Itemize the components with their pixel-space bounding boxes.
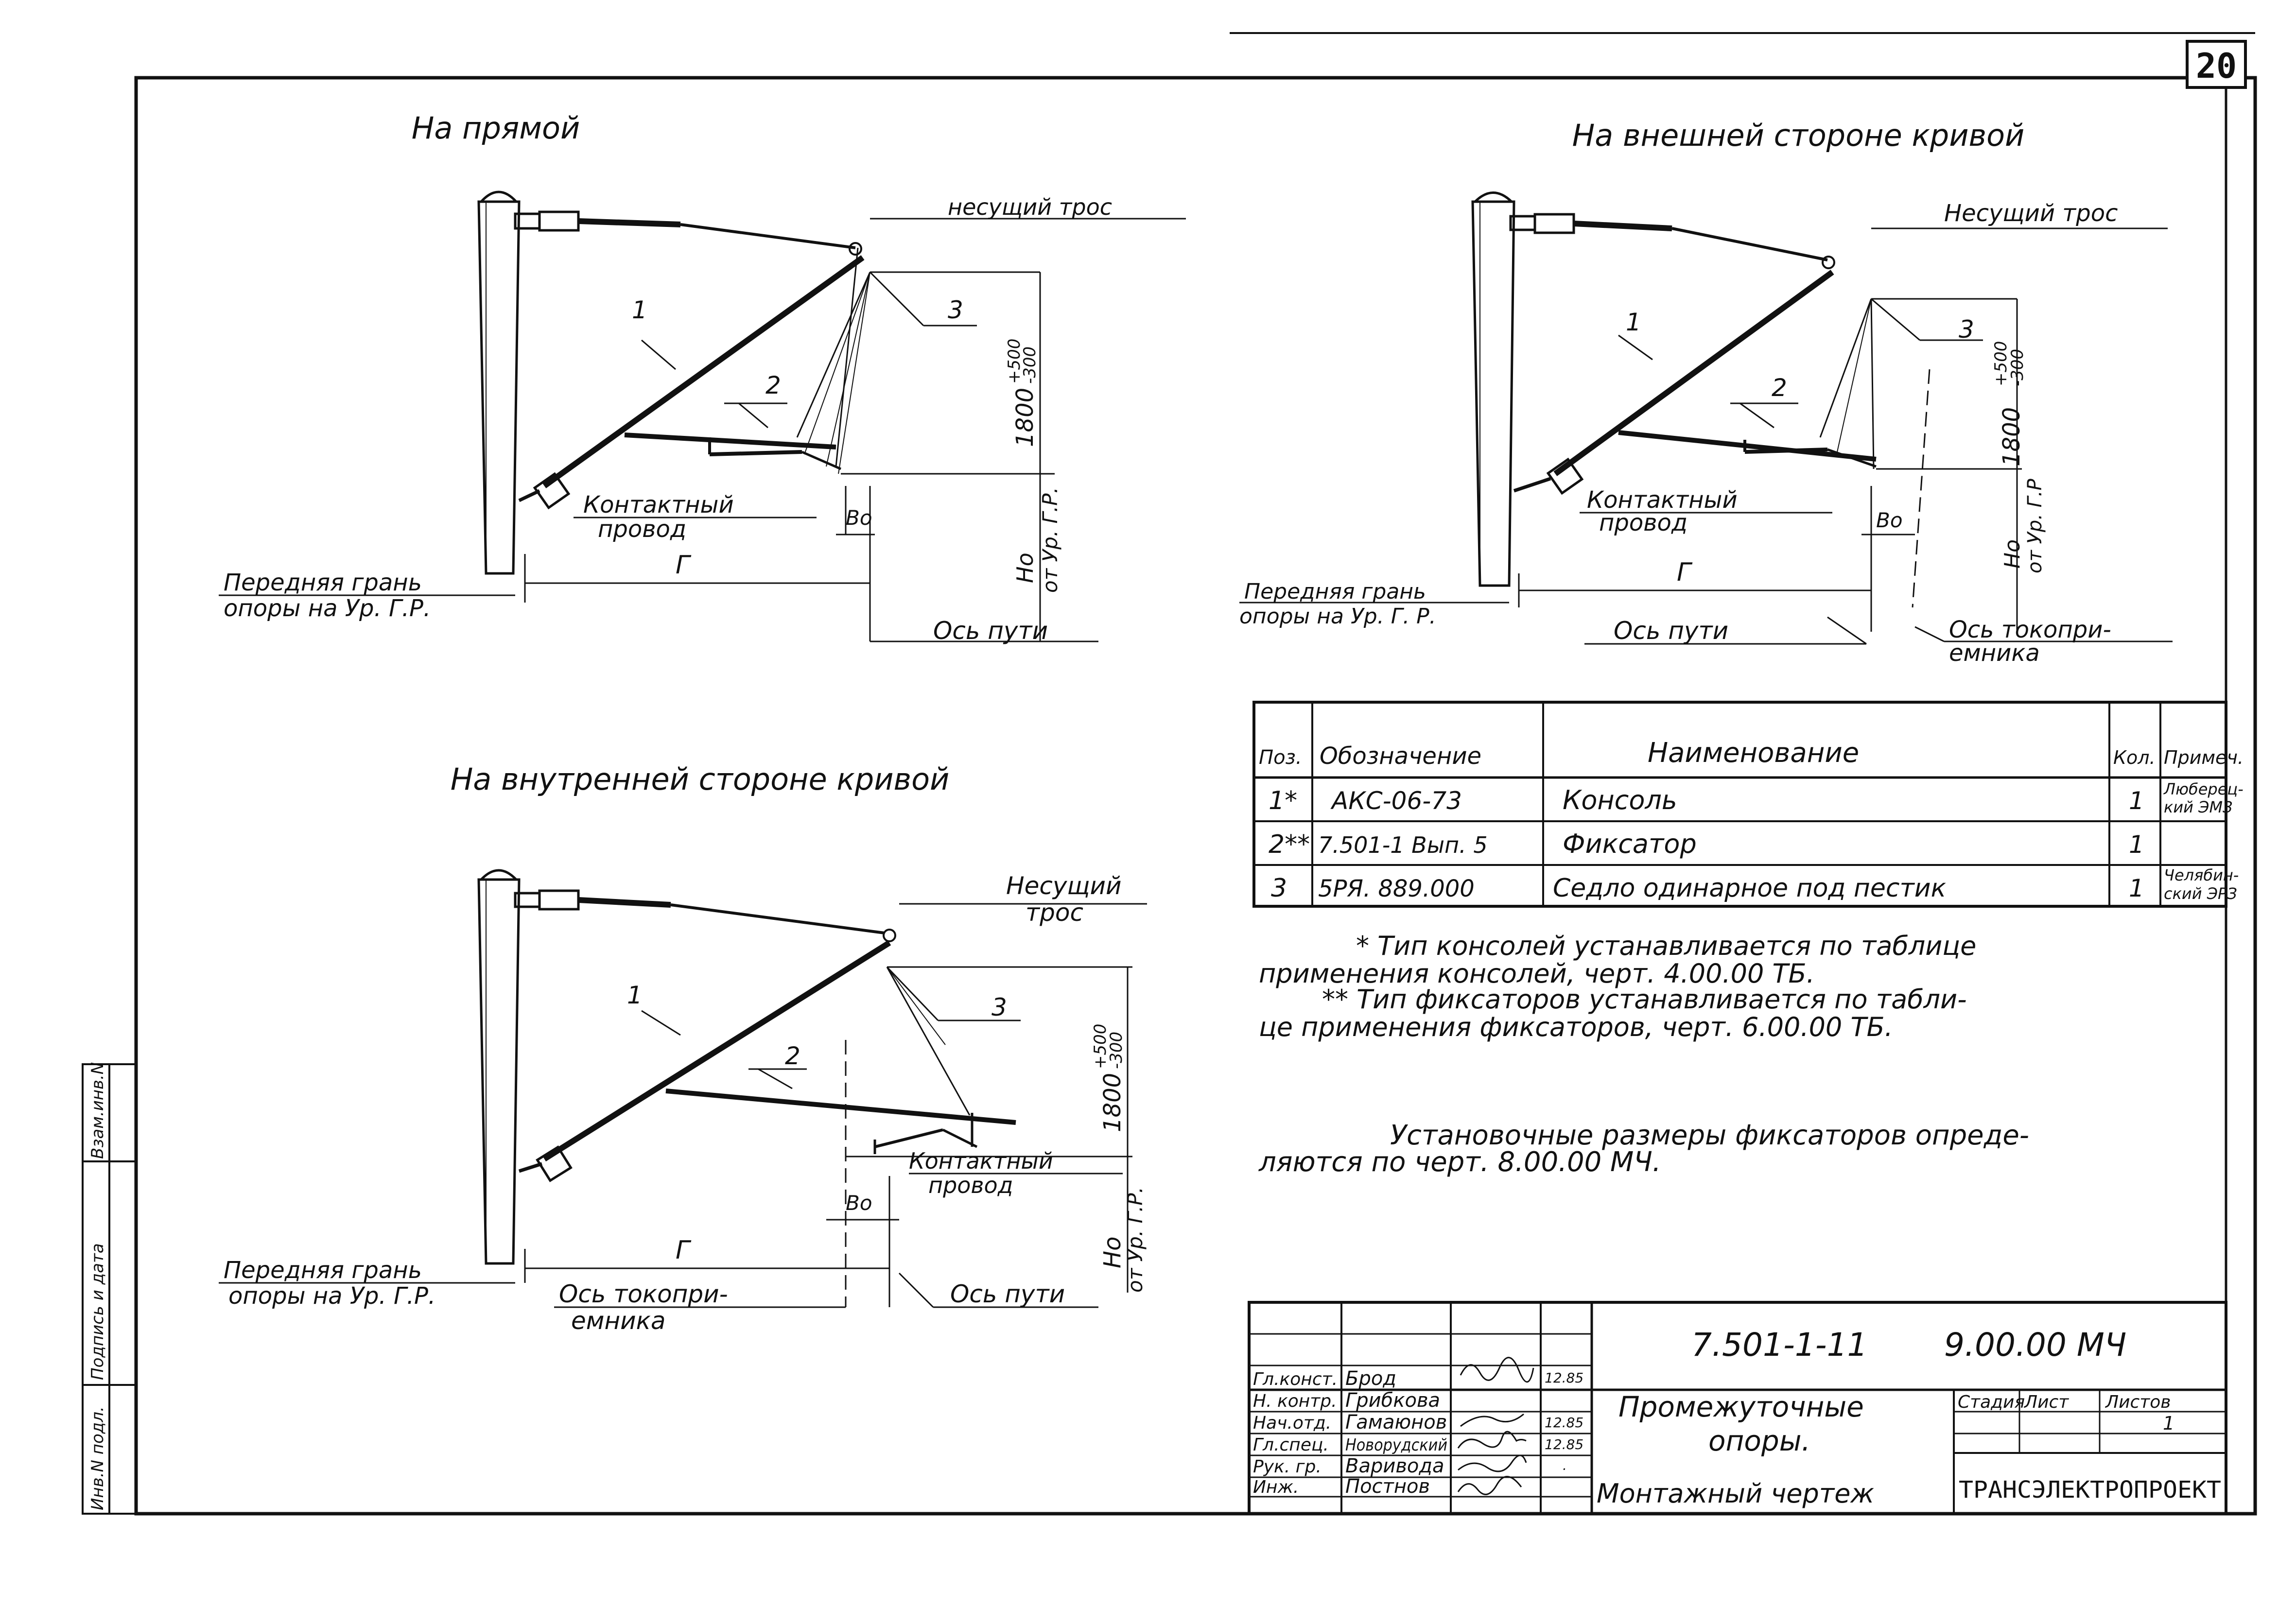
- side-stamp-signature-date: Подпись и дата: [88, 1243, 107, 1380]
- spec-row1-note-2: кий ЭМЗ: [2164, 798, 2233, 816]
- staff-name: Брод: [1345, 1367, 1396, 1390]
- view-straight-title: На прямой: [411, 110, 580, 146]
- pole-inner: [479, 870, 519, 1263]
- label-pos-2: 2: [785, 1042, 800, 1070]
- note-1-line-1: * Тип консолей устанавливается по таблице: [1356, 931, 1977, 961]
- note-3-line-1: Установочные размеры фиксаторов опреде-: [1390, 1120, 2030, 1151]
- label-pos-3: 3: [991, 993, 1007, 1021]
- side-stamp-inv-podl: Инв.N подл.: [88, 1406, 107, 1510]
- label-front-face-1: Передняя грань: [224, 569, 422, 596]
- label-from-urgr: от Ур. Г.Р.: [1038, 487, 1062, 593]
- spec-header-qty: Кол.: [2113, 747, 2156, 768]
- label-dim-bo: Во: [846, 1191, 872, 1215]
- label-tol-plus: +500: [1991, 341, 2011, 386]
- staff-name: Грибкова: [1345, 1389, 1441, 1412]
- label-collector-axis-2: емника: [571, 1307, 666, 1335]
- staff-name: Гамаюнов: [1345, 1411, 1447, 1434]
- title-stage-label: Стадия: [1958, 1392, 2025, 1412]
- spec-row2-pos: 2**: [1269, 830, 1310, 859]
- pole-straight: [479, 192, 519, 573]
- label-dim-height: 1800: [1099, 1072, 1126, 1132]
- label-pos-2: 2: [765, 371, 781, 399]
- spec-row1-pos: 1*: [1269, 786, 1298, 815]
- label-dim-bo: Во: [1876, 508, 1903, 532]
- pole-outer: [1473, 193, 1514, 586]
- label-contact-wire-1: Контактный: [583, 491, 734, 518]
- note-2-line-2: це применения фиксаторов, черт. 6.00.00 ТБ.: [1259, 1012, 1893, 1042]
- label-front-face-1: Передняя грань: [1244, 579, 1426, 604]
- label-track-axis: Ось пути: [950, 1280, 1065, 1308]
- label-track-axis: Ось пути: [933, 617, 1048, 645]
- view-inner-title: На внутренней стороне кривой: [450, 761, 950, 797]
- staff-role: Н. контр.: [1253, 1391, 1337, 1411]
- view-inner: [219, 761, 1147, 1335]
- staff-role: Инж.: [1253, 1477, 1299, 1497]
- console-straight: [515, 212, 870, 508]
- label-pos-1: 1: [632, 296, 647, 324]
- staff-date: 12.85: [1545, 1415, 1584, 1431]
- staff-role: Нач.отд.: [1253, 1413, 1332, 1433]
- label-ho: Но: [2000, 539, 2025, 569]
- label-dim-height: 1800: [1998, 407, 2025, 467]
- label-tol-minus: -300: [2008, 348, 2027, 386]
- label-front-face-2: опоры на Ур. Г. Р.: [1239, 604, 1436, 629]
- label-pos-2: 2: [1772, 374, 1787, 402]
- spec-row2-designation: 7.501-1 Вып. 5: [1318, 832, 1488, 858]
- page-number: 20: [2195, 46, 2237, 86]
- staff-name: Постнов: [1345, 1475, 1430, 1498]
- console-outer: [1511, 214, 1876, 493]
- label-dim-g: Г: [1677, 558, 1691, 587]
- staff-role: Гл.конст.: [1253, 1369, 1338, 1389]
- label-tol-minus: -300: [1107, 1031, 1126, 1069]
- label-contact-wire-2: провод: [928, 1172, 1013, 1198]
- staff-date: 12.85: [1545, 1436, 1584, 1452]
- staff-date: .: [1563, 1457, 1567, 1473]
- title-name-3: Монтажный чертеж: [1597, 1478, 1875, 1509]
- staff-date: 12.85: [1545, 1370, 1584, 1386]
- label-carrier-cable: несущий трос: [948, 194, 1113, 220]
- label-collector-axis-1: Ось токопри-: [1949, 616, 2111, 643]
- label-tol-plus: +500: [1091, 1023, 1110, 1069]
- spec-row3-pos: 3: [1271, 874, 1287, 903]
- spec-row1-name: Консоль: [1563, 785, 1677, 815]
- title-name-2: опоры.: [1708, 1424, 1810, 1457]
- console-inner: [515, 891, 1016, 1180]
- label-contact-wire-2: провод: [1599, 509, 1688, 536]
- label-carrier-cable-2: трос: [1026, 899, 1083, 927]
- label-collector-axis-2: емника: [1949, 639, 2040, 667]
- title-sheets-value: 1: [2163, 1413, 2175, 1434]
- spec-row1-note-1: Люберец-: [2164, 780, 2244, 798]
- staff-role: Гл.спец.: [1253, 1435, 1329, 1455]
- spec-row2-name: Фиксатор: [1563, 829, 1697, 859]
- spec-row3-designation: 5РЯ. 889.000: [1318, 875, 1475, 902]
- label-contact-wire-1: Контактный: [909, 1148, 1053, 1174]
- view-outer-title: На внешней стороне кривой: [1572, 118, 2025, 153]
- label-carrier-cable: Несущий трос: [1944, 200, 2118, 227]
- spec-row3-note-2: ский ЭРЗ: [2164, 884, 2237, 903]
- title-sheet-label: Лист: [2024, 1392, 2069, 1412]
- label-pos-1: 1: [627, 981, 643, 1009]
- label-track-axis: Ось пути: [1614, 617, 1729, 645]
- label-ho: Но: [1099, 1236, 1126, 1268]
- spec-row3-note-1: Челябин-: [2164, 866, 2239, 884]
- label-collector-axis-1: Ось токопри-: [559, 1280, 728, 1308]
- view-straight: [219, 110, 1186, 645]
- note-1-line-2: применения консолей, черт. 4.00.00 ТБ.: [1259, 958, 1815, 989]
- staff-name: Новорудский: [1345, 1435, 1447, 1455]
- title-code: 9.00.00 МЧ: [1944, 1326, 2127, 1364]
- label-from-urgr: от Ур. Г.Р: [2024, 479, 2046, 573]
- spec-row3-qty: 1: [2129, 874, 2144, 902]
- label-dim-g: Г: [676, 551, 690, 580]
- spec-row1-designation: АКС-06-73: [1332, 787, 1462, 815]
- label-tol-plus: +500: [1005, 338, 1024, 384]
- label-front-face-1: Передняя грань: [224, 1257, 422, 1284]
- label-front-face-2: опоры на Ур. Г.Р.: [228, 1282, 436, 1310]
- label-dim-bo: Во: [846, 506, 872, 530]
- staff-name: Варивода: [1345, 1455, 1444, 1477]
- spec-row3-name: Седло одинарное под пестик: [1553, 874, 1946, 903]
- spec-row2-qty: 1: [2129, 830, 2144, 859]
- label-carrier-cable-1: Несущий: [1006, 872, 1122, 900]
- title-sheets-label: Листов: [2105, 1392, 2171, 1412]
- note-2-line-1: ** Тип фиксаторов устанавливается по табли-: [1322, 984, 1967, 1015]
- label-from-urgr: от Ур. Г.Р.: [1123, 1187, 1147, 1293]
- title-name-1: Промежуточные: [1618, 1390, 1864, 1423]
- view-outer: [1239, 118, 2173, 667]
- label-pos-3: 3: [948, 296, 963, 324]
- spec-header-pos: Поз.: [1259, 746, 1302, 769]
- label-pos-1: 1: [1626, 308, 1641, 336]
- label-pos-3: 3: [1959, 315, 1974, 344]
- spec-header-designation: Обозначение: [1320, 743, 1482, 770]
- label-ho: Но: [1012, 553, 1038, 583]
- spec-row1-qty: 1: [2129, 787, 2144, 815]
- note-3-line-2: ляются по черт. 8.00.00 МЧ.: [1259, 1146, 1661, 1178]
- label-tol-minus: -300: [1020, 346, 1040, 384]
- staff-role: Рук. гр.: [1253, 1457, 1322, 1477]
- label-contact-wire-2: провод: [598, 516, 687, 543]
- title-designation: 7.501-1-11: [1691, 1326, 1868, 1364]
- label-dim-height: 1800: [1011, 387, 1039, 447]
- title-organization: ТРАНСЭЛЕКТРОПРОЕКТ: [1959, 1476, 2221, 1503]
- spec-header-note: Примеч.: [2164, 747, 2244, 768]
- label-dim-g: Г: [676, 1236, 690, 1265]
- label-contact-wire-1: Контактный: [1587, 486, 1738, 514]
- label-front-face-2: опоры на Ур. Г.Р.: [224, 595, 431, 622]
- spec-header-name: Наименование: [1648, 737, 1860, 769]
- side-stamp-vzam-inv: Взам.инв.N: [88, 1062, 107, 1159]
- signatures: [1458, 1358, 1533, 1495]
